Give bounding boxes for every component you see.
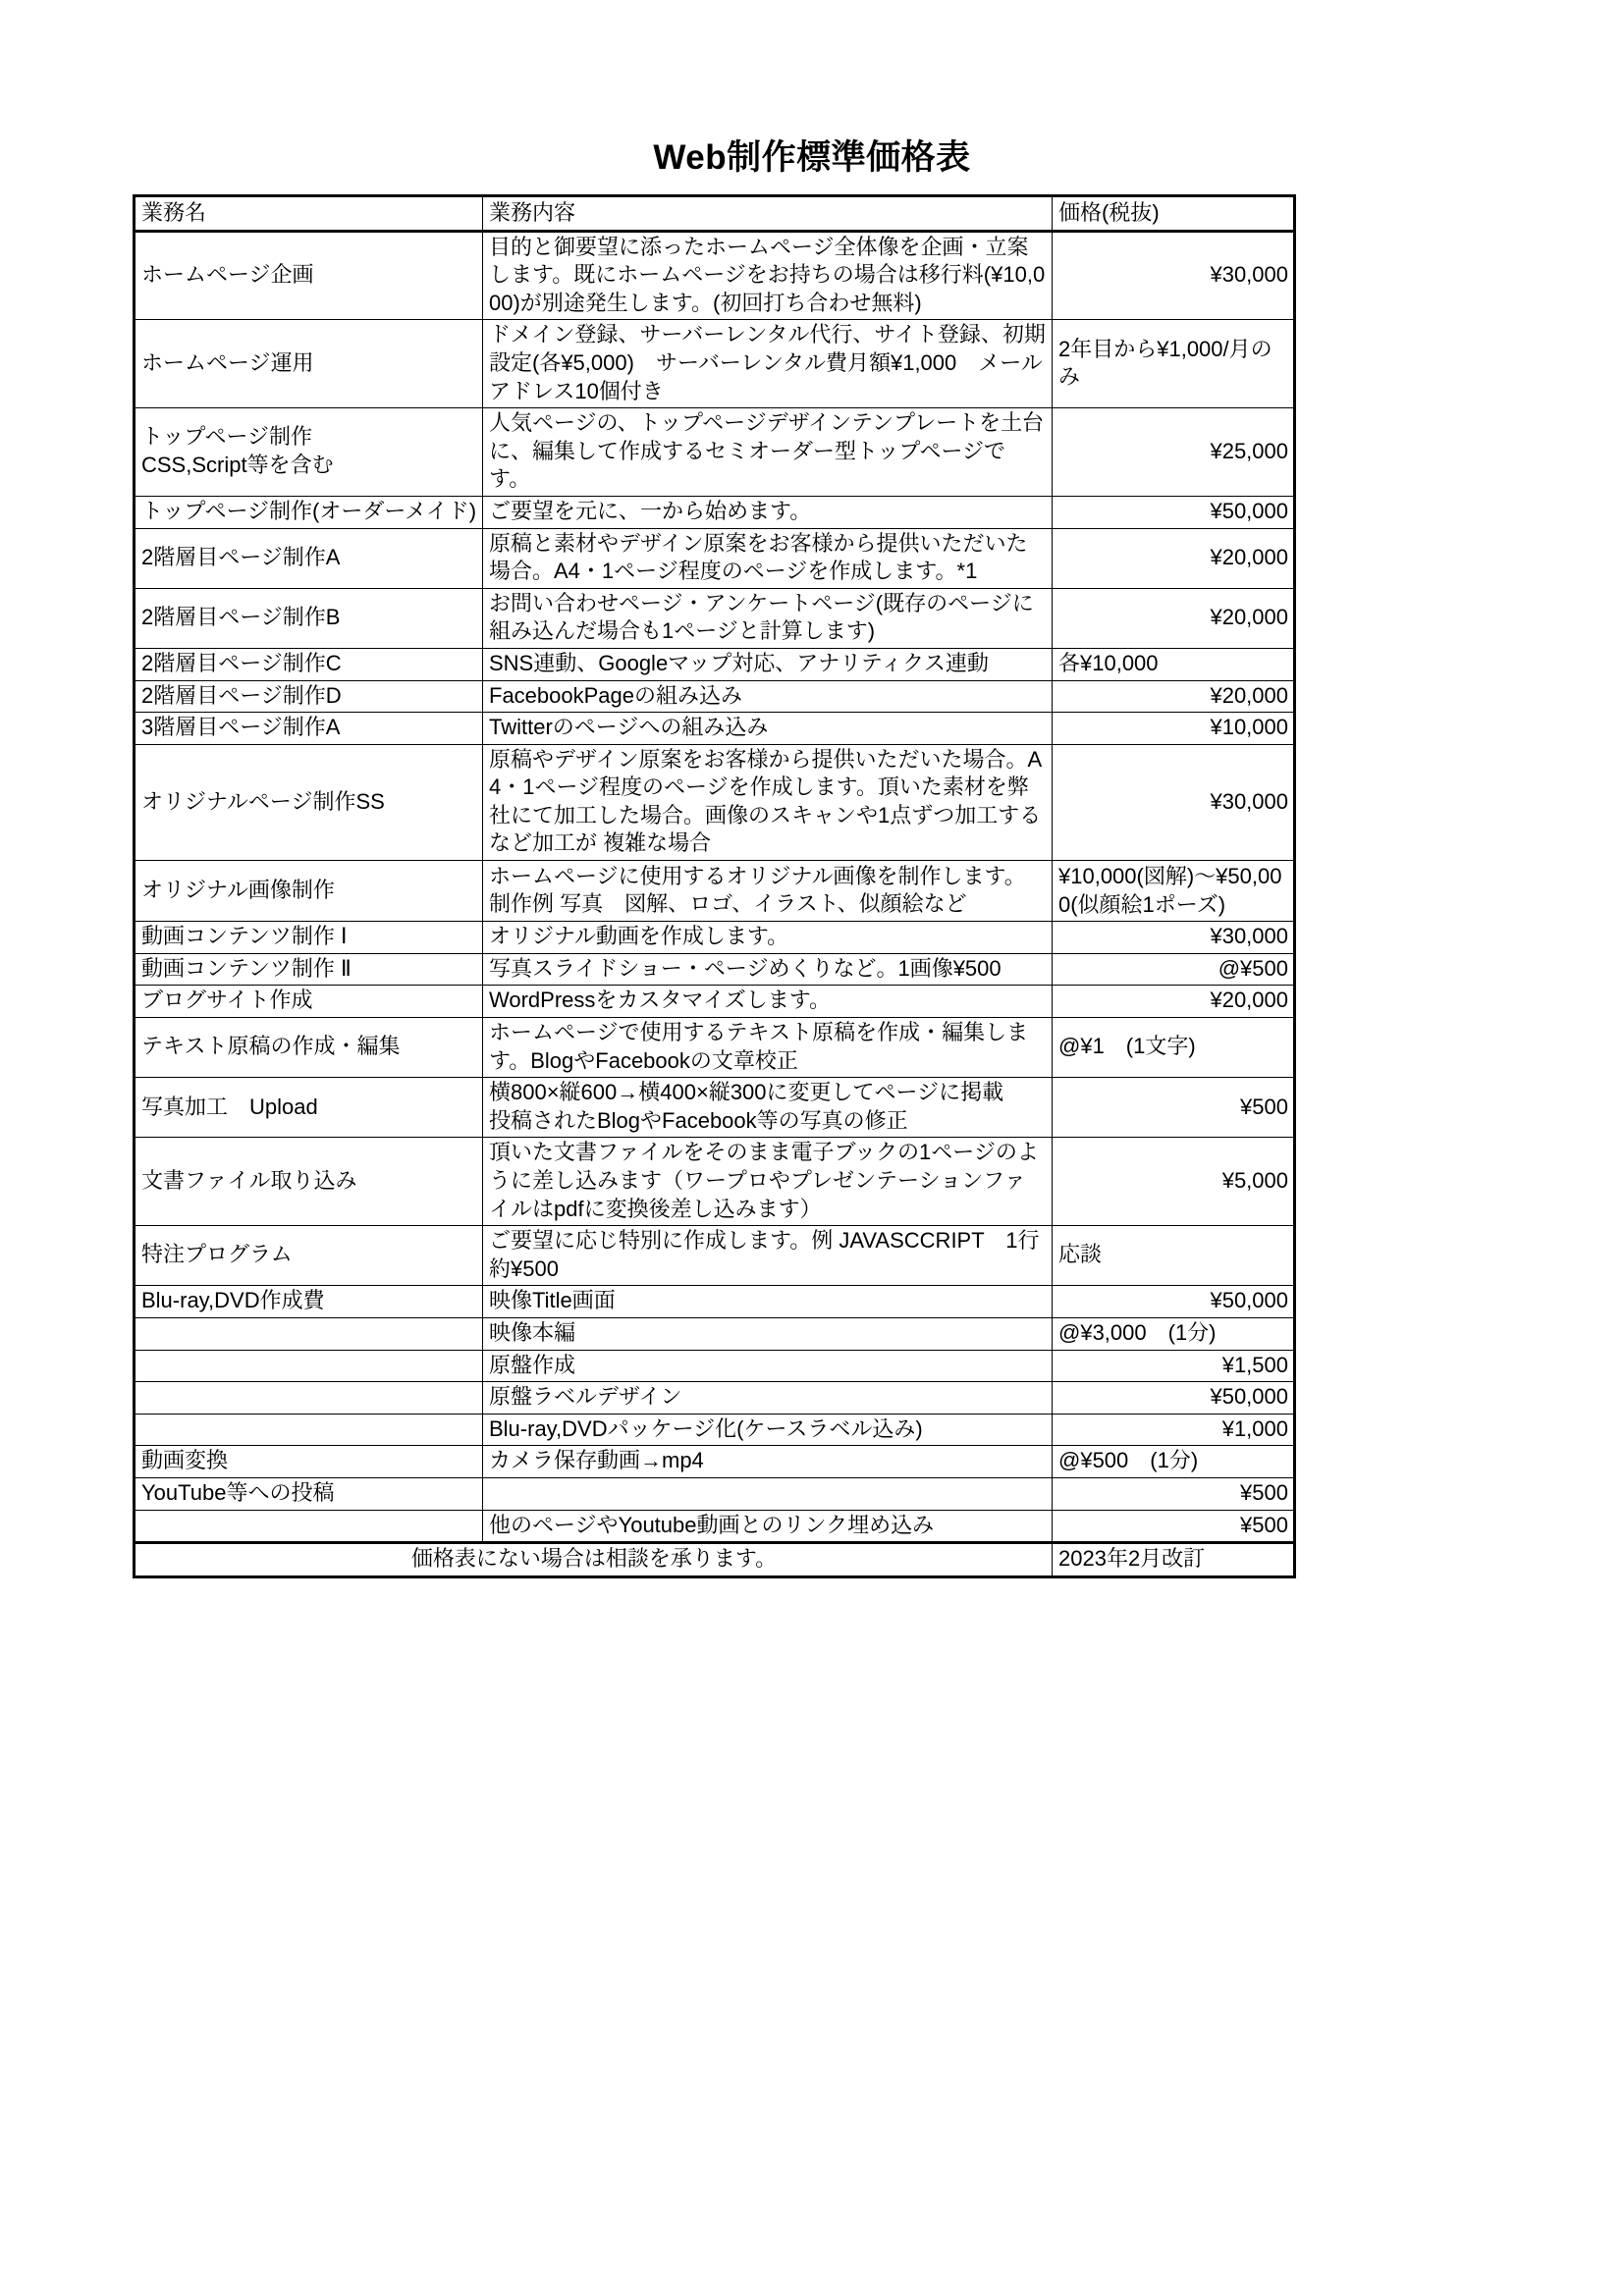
cell-service-name [135, 1317, 483, 1350]
table-row [135, 1317, 1295, 1350]
table-row [135, 1138, 1295, 1226]
table-row [135, 1446, 1295, 1478]
footer-revision-date: 2023年2月改訂 [1053, 1543, 1295, 1577]
cell-service-description: 頂いた文書ファイルをそのまま電子ブックの1ページのように差し込みます（ワープロやプレゼンテーションファイルはpdfに変換後差し込みます） [483, 1138, 1053, 1226]
cell-service-name: 2階層目ページ制作B [135, 588, 483, 648]
cell-service-description [483, 1477, 1053, 1510]
table-row [135, 496, 1295, 528]
cell-price: ¥10,000 [1053, 713, 1295, 745]
cell-service-description: 写真スライドショー・ページめくりなど。1画像¥500 [483, 953, 1053, 986]
cell-service-name: オリジナルページ制作SS [135, 744, 483, 860]
cell-service-name: オリジナル画像制作 [135, 861, 483, 922]
cell-service-description: 原盤ラベルデザイン [483, 1382, 1053, 1415]
cell-price: ¥10,000(図解)～¥50,000(似顔絵1ポーズ) [1053, 861, 1295, 922]
table-row [135, 1018, 1295, 1078]
table-row [135, 953, 1295, 986]
cell-price: ¥20,000 [1053, 588, 1295, 648]
cell-service-description: ホームページで使用するテキスト原稿を作成・編集します。BlogやFacebookの文章校正 [483, 1018, 1053, 1078]
table-row [135, 861, 1295, 922]
price-table [133, 194, 1296, 1578]
cell-service-description: Twitterのページへの組み込み [483, 713, 1053, 745]
cell-price: ¥50,000 [1053, 1286, 1295, 1318]
cell-service-description: ホームページに使用するオリジナル画像を制作します。制作例 写真 図解、ロゴ、イラスト、似顔絵など [483, 861, 1053, 922]
cell-service-name: 2階層目ページ制作C [135, 648, 483, 680]
table-header [135, 196, 1295, 232]
table-row [135, 1078, 1295, 1138]
cell-service-name: Blu-ray,DVD作成費 [135, 1286, 483, 1318]
cell-service-name: ホームページ運用 [135, 320, 483, 408]
footer-row [135, 1543, 1295, 1577]
cell-service-name: 文書ファイル取り込み [135, 1138, 483, 1226]
table-header-row [135, 196, 1295, 232]
cell-service-description: ドメイン登録、サーバーレンタル代行、サイト登録、初期設定(各¥5,000) サーバーレンタル費月額¥1,000 メールアドレス10個付き [483, 320, 1053, 408]
cell-service-description: SNS連動、Googleマップ対応、アナリティクス連動 [483, 648, 1053, 680]
table-row [135, 1350, 1295, 1382]
table-row [135, 1226, 1295, 1286]
cell-service-name: 写真加工 Upload [135, 1078, 483, 1138]
cell-price: ¥500 [1053, 1477, 1295, 1510]
table-footer [135, 1543, 1295, 1577]
table-body [135, 231, 1295, 1543]
cell-price: 各¥10,000 [1053, 648, 1295, 680]
cell-service-name: 動画変換 [135, 1446, 483, 1478]
table-row [135, 408, 1295, 497]
cell-service-description: オリジナル動画を作成します。 [483, 922, 1053, 954]
table-row [135, 1414, 1295, 1446]
cell-price: ¥20,000 [1053, 528, 1295, 588]
cell-price: @¥1 (1文字) [1053, 1018, 1295, 1078]
cell-service-name: トップページ制作 CSS,Script等を含む [135, 408, 483, 497]
cell-price: @¥3,000 (1分) [1053, 1317, 1295, 1350]
cell-price: ¥30,000 [1053, 744, 1295, 860]
cell-service-name [135, 1510, 483, 1543]
table-row [135, 320, 1295, 408]
cell-service-name: 2階層目ページ制作D [135, 680, 483, 713]
cell-service-description: 横800×縦600→横400×縦300に変更してページに掲載 投稿されたBlogやFacebook等の写真の修正 [483, 1078, 1053, 1138]
cell-service-name: ブログサイト作成 [135, 986, 483, 1018]
cell-service-name: 動画コンテンツ制作 Ⅱ [135, 953, 483, 986]
table-row [135, 648, 1295, 680]
cell-service-description: WordPressをカスタマイズします。 [483, 986, 1053, 1018]
cell-service-name [135, 1382, 483, 1415]
cell-service-name: 3階層目ページ制作A [135, 713, 483, 745]
cell-price: ¥500 [1053, 1510, 1295, 1543]
column-header-name: 業務名 [135, 196, 483, 232]
cell-service-name: トップページ制作(オーダーメイド) [135, 496, 483, 528]
cell-price: ¥30,000 [1053, 922, 1295, 954]
cell-price: ¥25,000 [1053, 408, 1295, 497]
page-title: Web制作標準価格表 [653, 138, 971, 177]
cell-price: ¥1,000 [1053, 1414, 1295, 1446]
cell-service-name: テキスト原稿の作成・編集 [135, 1018, 483, 1078]
table-row [135, 986, 1295, 1018]
cell-service-description: 原稿と素材やデザイン原案をお客様から提供いただいた場合。A4・1ページ程度のページを作成します。*1 [483, 528, 1053, 588]
cell-service-name: 動画コンテンツ制作 Ⅰ [135, 922, 483, 954]
cell-service-name: 2階層目ページ制作A [135, 528, 483, 588]
cell-service-name: ホームページ企画 [135, 231, 483, 320]
cell-price: ¥5,000 [1053, 1138, 1295, 1226]
cell-service-description: Blu-ray,DVDパッケージ化(ケースラベル込み) [483, 1414, 1053, 1446]
cell-service-name [135, 1350, 483, 1382]
cell-price: @¥500 (1分) [1053, 1446, 1295, 1478]
cell-service-name: 特注プログラム [135, 1226, 483, 1286]
cell-price: ¥20,000 [1053, 680, 1295, 713]
cell-service-description: カメラ保存動画→mp4 [483, 1446, 1053, 1478]
cell-service-description: 原盤作成 [483, 1350, 1053, 1382]
table-row [135, 1510, 1295, 1543]
cell-price: 2年目から¥1,000/月のみ [1053, 320, 1295, 408]
cell-service-description: 他のページやYoutube動画とのリンク埋め込み [483, 1510, 1053, 1543]
cell-service-description: お問い合わせページ・アンケートページ(既存のページに組み込んだ場合も1ページと計算します) [483, 588, 1053, 648]
cell-service-name: YouTube等への投稿 [135, 1477, 483, 1510]
column-header-price: 価格(税抜) [1053, 196, 1295, 232]
table-row [135, 1477, 1295, 1510]
cell-price: ¥20,000 [1053, 986, 1295, 1018]
cell-service-description: FacebookPageの組み込み [483, 680, 1053, 713]
cell-price: 応談 [1053, 1226, 1295, 1286]
cell-price: ¥50,000 [1053, 496, 1295, 528]
table-row [135, 680, 1295, 713]
cell-service-description: 映像本編 [483, 1317, 1053, 1350]
cell-service-name [135, 1414, 483, 1446]
cell-price: ¥1,500 [1053, 1350, 1295, 1382]
cell-service-description: 人気ページの、トップページデザインテンプレートを土台に、編集して作成するセミオーダー型トップページです。 [483, 408, 1053, 497]
table-row [135, 231, 1295, 320]
table-row [135, 713, 1295, 745]
cell-service-description: ご要望に応じ特別に作成します。例 JAVASCCRIPT 1行約¥500 [483, 1226, 1053, 1286]
cell-price: ¥30,000 [1053, 231, 1295, 320]
cell-service-description: 映像Title画面 [483, 1286, 1053, 1318]
table-row [135, 744, 1295, 860]
column-header-desc: 業務内容 [483, 196, 1053, 232]
cell-price: ¥50,000 [1053, 1382, 1295, 1415]
cell-price: ¥500 [1053, 1078, 1295, 1138]
cell-service-description: 原稿やデザイン原案をお客様から提供いただいた場合。A4・1ページ程度のページを作成します。頂いた素材を弊社にて加工した場合。画像のスキャンや1点ずつ加工するなど加工が 複雑な場合 [483, 744, 1053, 860]
table-row [135, 922, 1295, 954]
table-row [135, 1382, 1295, 1415]
table-row [135, 588, 1295, 648]
table-row [135, 528, 1295, 588]
footer-note: 価格表にない場合は相談を承ります。 [135, 1543, 1053, 1577]
cell-price: @¥500 [1053, 953, 1295, 986]
cell-service-description: 目的と御要望に添ったホームページ全体像を企画・立案します。既にホームページをお持ちの場合は移行料(¥10,000)が別途発生します。(初回打ち合わせ無料) [483, 231, 1053, 320]
table-row [135, 1286, 1295, 1318]
cell-service-description: ご要望を元に、一から始めます。 [483, 496, 1053, 528]
